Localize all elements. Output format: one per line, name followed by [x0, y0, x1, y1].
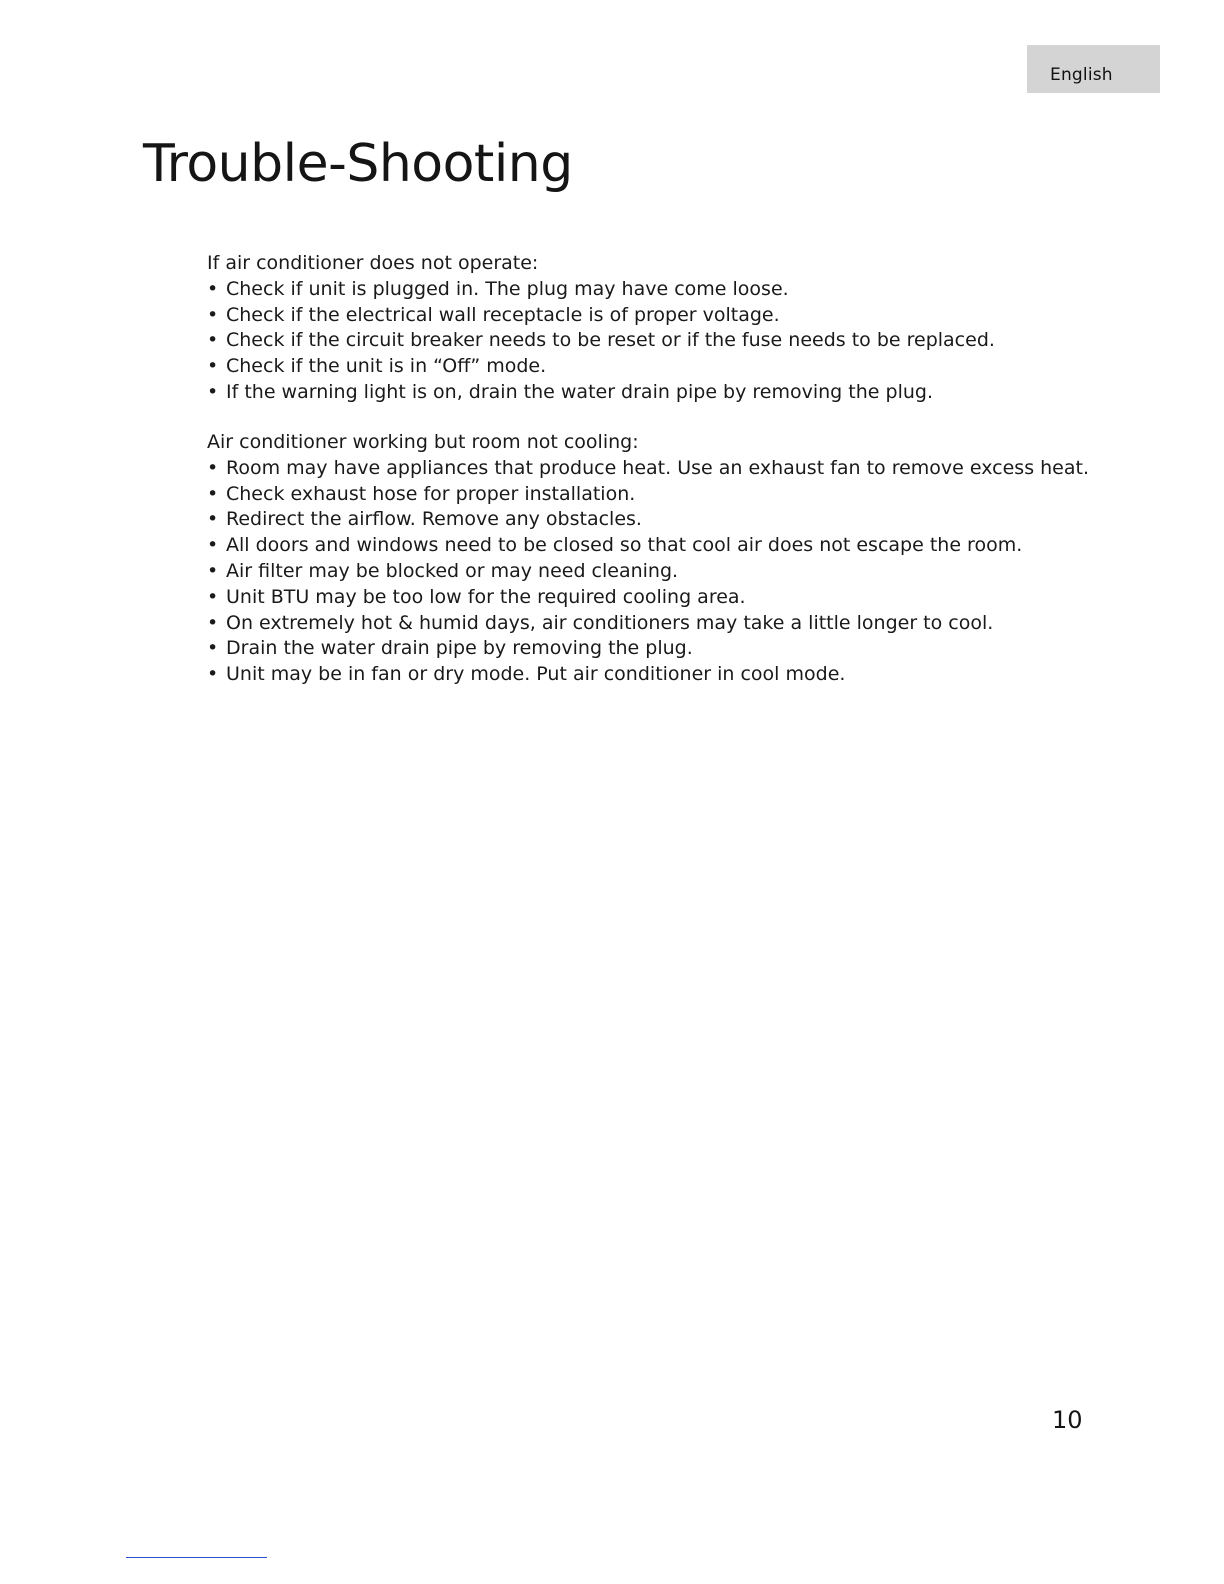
troubleshooting-section-not-operating: [207, 251, 1107, 406]
section-heading: Air conditioner working but room not cooling:: [207, 431, 639, 453]
language-tab: English: [1027, 45, 1160, 93]
list-item: • Check if the unit is in “Off” mode.: [207, 354, 1107, 380]
list-item: • Air filter may be blocked or may need cleaning.: [207, 559, 1107, 585]
list-item: • Check if the circuit breaker needs to be reset or if the fuse needs to be replaced.: [207, 328, 1107, 354]
list-item: • Check exhaust hose for proper installation.: [207, 482, 1107, 508]
bullet-list: [207, 277, 1107, 406]
page-title: Trouble-Shooting: [143, 134, 573, 194]
list-item: • All doors and windows need to be closed so that cool air does not escape the room.: [207, 533, 1107, 559]
section-heading: If air conditioner does not operate:: [207, 252, 539, 274]
list-item: • Check if unit is plugged in. The plug may have come loose.: [207, 277, 1107, 303]
list-item: • Check if the electrical wall receptacle is of proper voltage.: [207, 303, 1107, 329]
list-item: • If the warning light is on, drain the water drain pipe by removing the plug.: [207, 380, 1107, 406]
list-item: • Drain the water drain pipe by removing the plug.: [207, 636, 1107, 662]
footnote-divider: [126, 1557, 267, 1558]
page-number: 10: [1052, 1406, 1083, 1434]
list-item: • Redirect the airflow. Remove any obstacles.: [207, 507, 1107, 533]
list-item: • On extremely hot & humid days, air conditioners may take a little longer to cool.: [207, 611, 1107, 637]
troubleshooting-section-not-cooling: [207, 430, 1107, 688]
bullet-list: [207, 456, 1107, 688]
list-item: • Room may have appliances that produce heat. Use an exhaust fan to remove excess heat.: [207, 456, 1107, 482]
list-item: • Unit may be in fan or dry mode. Put air conditioner in cool mode.: [207, 662, 1107, 688]
list-item: • Unit BTU may be too low for the required cooling area.: [207, 585, 1107, 611]
